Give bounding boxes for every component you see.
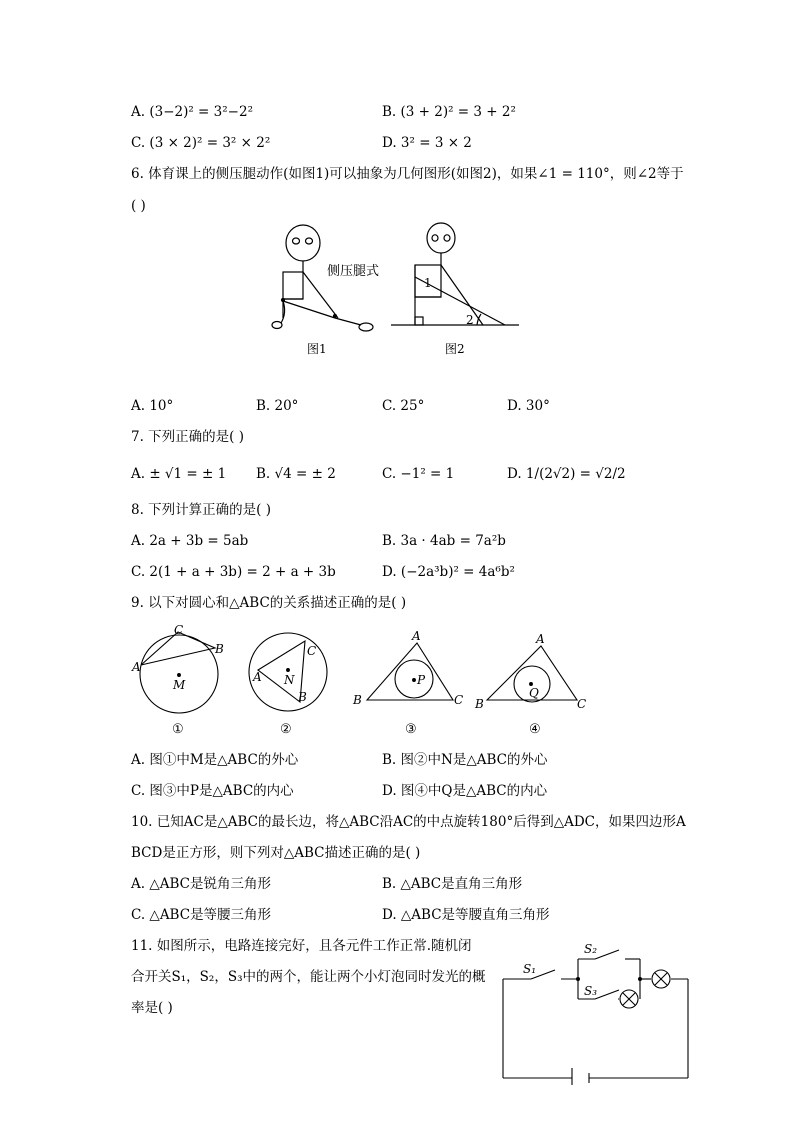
q11-switch-s2-label: S₂ [584,942,598,956]
q9-option-a: A. 图①中M是△ABC的外心 [131,752,299,768]
q11-stem-line3: 率是( ) [131,1000,173,1016]
q11-switch-s3-label: S₃ [584,984,598,998]
q11-stem-line1: 11. 如图所示，电路连接完好，且各元件工作正常.随机闭 [131,938,472,954]
q9-caption-2: ② [280,722,292,737]
q11-stem-line2: 合开关S₁，S₂，S₃中的两个，能让两个小灯泡同时发光的概 [131,969,486,985]
q10-stem-line1: 10. 已知AC是△ABC的最长边，将△ABC沿AC的中点旋转180°后得到△ADC，如果四边形A [131,814,686,830]
q9-fig1-B: B [215,642,224,656]
q9-fig3-A: A [412,629,421,643]
q6-fig1-caption: 图1 [307,342,327,356]
q10-option-b: B. △ABC是直角三角形 [382,876,523,892]
q7-option-b: B. √4 = ± 2 [256,466,336,482]
q11-circuit [495,935,695,1085]
q7-option-d: D. 1/(2√2) = √2/2 [507,466,626,482]
q5-option-a: A. (3−2)² = 3²−2² [131,104,253,120]
q6-figure [265,215,525,360]
q9-fig4-A: A [536,632,545,646]
q8-option-c: C. 2(1 + a + 3b) = 2 + a + 3b [131,564,336,580]
q7-option-c: C. −1² = 1 [382,466,455,482]
q9-fig2-B: B [298,690,307,704]
q9-caption-4: ④ [529,722,541,737]
q11-switch-s1-label: S₁ [523,962,537,976]
q9-fig1-M: M [173,678,186,692]
q9-fig3-B: B [353,693,362,707]
q10-option-c: C. △ABC是等腰三角形 [131,907,272,923]
q9-fig1-C: C [174,623,184,637]
q6-option-d: D. 30° [507,398,550,414]
q8-stem: 8. 下列计算正确的是( ) [131,502,271,518]
q8-option-b: B. 3a · 4ab = 7a²b [382,533,506,549]
q6-option-b: B. 20° [256,398,299,414]
q5-option-c: C. (3 × 2)² = 3² × 2² [131,135,271,151]
q6-figure2 [391,223,519,325]
q9-fig2-C: C [307,644,317,658]
q10-option-a: A. △ABC是锐角三角形 [131,876,271,892]
q9-option-d: D. 图④中Q是△ABC的内心 [382,783,548,799]
q9-option-b: B. 图②中N是△ABC的外心 [382,752,548,768]
q9-figure [125,622,595,740]
q8-option-a: A. 2a + 3b = 5ab [131,533,249,549]
q6-stem: 6. 体育课上的侧压腿动作(如图1)可以抽象为几何图形(如图2)，如果∠1 = 110°，则∠2等于 [131,166,684,182]
q10-stem-line2: BCD是正方形，则下列对△ABC描述正确的是( ) [131,845,421,861]
q9-fig4-C: C [577,697,587,711]
q6-paren: ( ) [131,198,146,214]
q6-option-a: A. 10° [131,398,174,414]
q5-option-d: D. 3² = 3 × 2 [382,135,472,151]
q9-stem: 9. 以下对圆心和△ABC的关系描述正确的是( ) [131,595,407,611]
q10-option-d: D. △ABC是等腰直角三角形 [382,907,550,923]
q9-fig3-P: P [417,673,426,687]
q6-fig1-label: 侧压腿式 [327,264,380,279]
q9-fig3-C: C [454,693,464,707]
q9-fig4-B: B [475,697,484,711]
q7-option-a: A. ± √1 = ± 1 [131,466,227,482]
q9-caption-1: ① [172,722,184,737]
q6-angle2: 2 [466,313,474,327]
q9-fig4-Q: Q [529,686,539,700]
q5-option-b: B. (3 + 2)² = 3 + 2² [382,104,516,120]
q6-angle1: 1 [424,276,432,290]
q6-option-c: C. 25° [382,398,425,414]
q9-option-c: C. 图③中P是△ABC的内心 [131,783,294,799]
q9-fig2-A: A [253,670,262,684]
q8-option-d: D. (−2a³b)² = 4a⁶b² [382,564,515,580]
q9-caption-3: ③ [405,722,417,737]
q7-stem: 7. 下列正确的是( ) [131,429,244,445]
q9-fig2-N: N [284,673,295,687]
q9-fig1-A: A [132,660,141,674]
q6-fig2-caption: 图2 [445,342,465,356]
